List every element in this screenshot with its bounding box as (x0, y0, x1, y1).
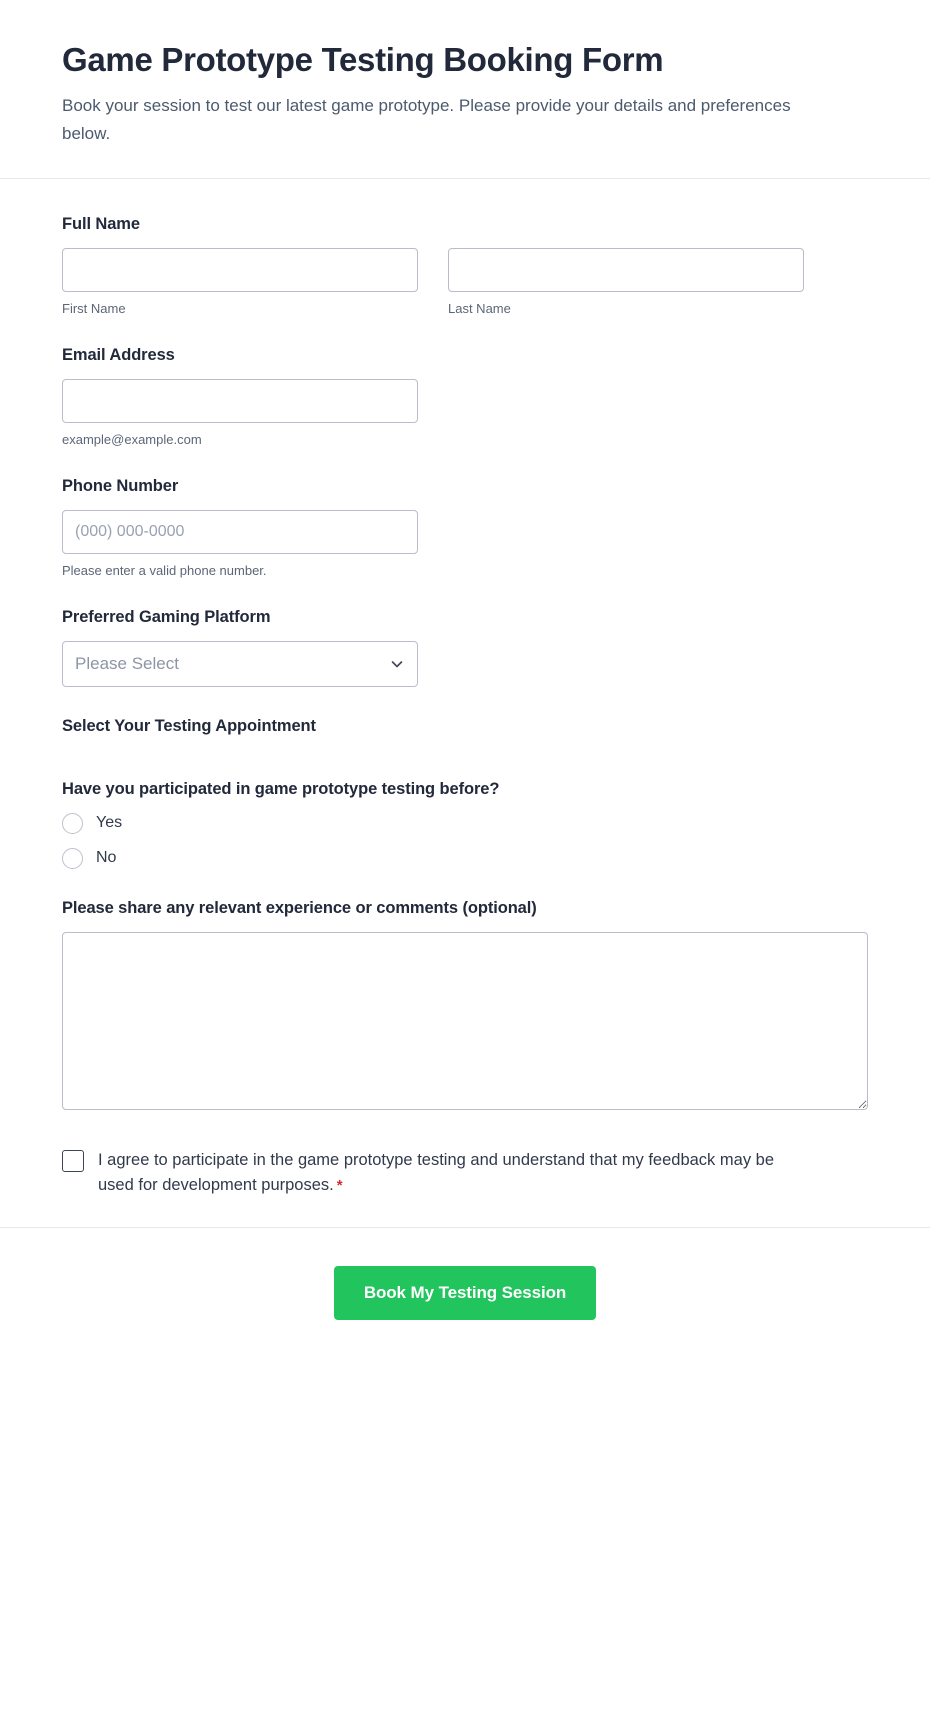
consent-row[interactable] (62, 1148, 868, 1199)
radio-icon[interactable] (62, 848, 83, 869)
page-title: Game Prototype Testing Booking Form (62, 41, 664, 78)
radio-option-yes[interactable] (62, 813, 868, 834)
full-name-label: Full Name (62, 214, 140, 233)
field-email (62, 346, 868, 447)
full-name-row (62, 248, 868, 316)
form-body (0, 179, 930, 1228)
email-label: Email Address (62, 345, 175, 364)
platform-selected-value: Please Select (75, 653, 179, 673)
last-name-input[interactable] (448, 248, 804, 292)
submit-button[interactable]: Book My Testing Session (334, 1266, 596, 1320)
field-appointment (62, 717, 868, 736)
phone-col (62, 510, 418, 578)
email-field[interactable] (62, 379, 418, 423)
radio-label-yes: Yes (96, 814, 123, 832)
field-prior-experience (62, 780, 868, 869)
form-footer (0, 1228, 930, 1366)
radio-option-no[interactable] (62, 848, 868, 869)
prior-experience-radio-group (62, 813, 868, 869)
last-name-col (448, 248, 804, 316)
appointment-label: Select Your Testing Appointment (62, 716, 316, 735)
phone-sublabel: Please enter a valid phone number. (62, 562, 267, 578)
first-name-col (62, 248, 418, 316)
form-header (0, 0, 930, 179)
radio-icon[interactable] (62, 813, 83, 834)
email-sublabel: example@example.com (62, 431, 202, 447)
field-comments (62, 899, 868, 1110)
consent-checkbox[interactable] (62, 1150, 84, 1172)
email-col (62, 379, 418, 447)
platform-label: Preferred Gaming Platform (62, 607, 271, 626)
platform-select-wrap (62, 641, 418, 687)
first-name-input[interactable] (62, 248, 418, 292)
field-phone (62, 477, 868, 578)
comments-textarea[interactable] (62, 932, 868, 1110)
comments-label: Please share any relevant experience or comments (optional) (62, 898, 537, 917)
required-marker: * (336, 1177, 343, 1195)
phone-input[interactable] (62, 510, 418, 554)
field-full-name (62, 215, 868, 316)
consent-text: I agree to participate in the game prototype testing and understand that my feedback may be used for development purposes. (98, 1150, 775, 1195)
phone-label: Phone Number (62, 476, 179, 495)
platform-select[interactable] (62, 641, 418, 687)
last-name-sublabel: Last Name (448, 300, 511, 316)
first-name-sublabel: First Name (62, 300, 126, 316)
page-subtitle: Book your session to test our latest game prototype. Please provide your details and preferences below. (62, 95, 791, 143)
prior-experience-label: Have you participated in game prototype testing before? (62, 779, 500, 798)
consent-label (98, 1148, 798, 1199)
field-platform (62, 608, 868, 687)
radio-label-no: No (96, 849, 117, 867)
